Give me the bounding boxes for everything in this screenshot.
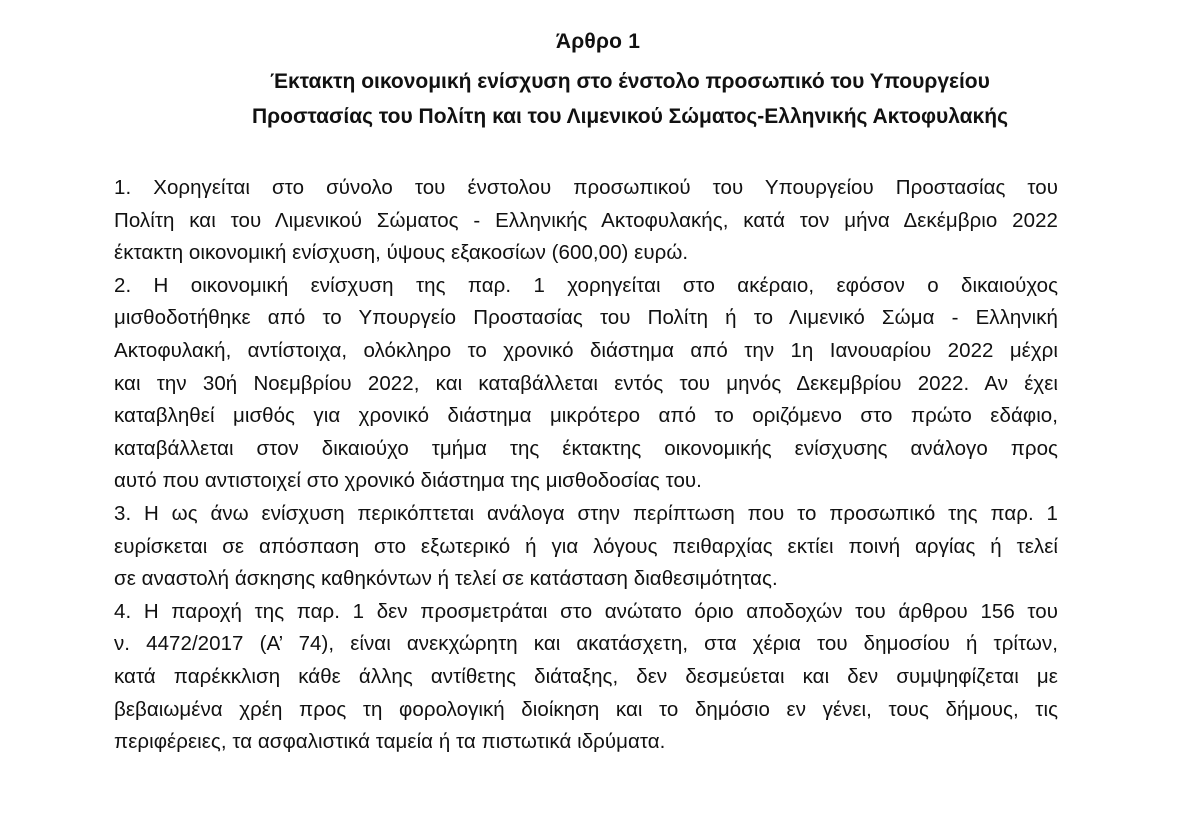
article-body bbox=[114, 172, 1058, 759]
text-line: Πολίτη και του Λιμενικού Σώματος - Ελληνικής Ακτοφυλακής, κατά τον μήνα Δεκέμβριο 2022 bbox=[114, 208, 1058, 232]
paragraph-2 bbox=[114, 270, 1058, 498]
paragraph-3 bbox=[114, 498, 1058, 596]
text-line: σε αναστολή άσκησης καθηκόντων ή τελεί σε κατάσταση διαθεσιμότητας. bbox=[114, 567, 778, 591]
text-line: καταβάλλεται στον δικαιούχο τμήμα της έκτακτης οικονομικής ενίσχυσης ανάλογο προς bbox=[114, 436, 1058, 460]
text-line: Ακτοφυλακή, αντίστοιχα, ολόκληρο το χρονικό διάστημα από την 1η Ιανουαρίου 2022 μέχρι bbox=[114, 338, 1058, 362]
paragraph-4 bbox=[114, 596, 1058, 759]
text-line: έκτακτη οικονομική ενίσχυση, ύψους εξακοσίων (600,00) ευρώ. bbox=[114, 241, 689, 265]
text-line: καταβληθεί μισθός για χρονικό διάστημα μικρότερο από το οριζόμενο στο πρώτο εδάφιο, bbox=[114, 404, 1058, 428]
text-line: 1. Χορηγείται στο σύνολο του ένστολου προσωπικού του Υπουργείου Προστασίας του bbox=[114, 176, 1058, 199]
article-title bbox=[150, 64, 1110, 134]
article-title-line: Προστασίας του Πολίτη και του Λιμενικού Σώματος-Ελληνικής Ακτοφυλακής bbox=[251, 105, 1009, 128]
text-line: μισθοδοτήθηκε από το Υπουργείο Προστασίας του Πολίτη ή το Λιμενικό Σώμα - Ελληνική bbox=[114, 306, 1058, 330]
text-line: αυτό που αντιστοιχεί στο χρονικό διάστημα της μισθοδοσίας του. bbox=[114, 469, 702, 493]
text-line: και την 30ή Νοεμβρίου 2022, και καταβάλλεται εντός του μηνός Δεκεμβρίου 2022. Αν έχει bbox=[114, 371, 1058, 395]
text-line: 3. Η ως άνω ενίσχυση περικόπτεται ανάλογα στην περίπτωση που το προσωπικό της παρ. 1 bbox=[114, 501, 1058, 525]
text-line: κατά παρέκκλιση κάθε άλλης αντίθετης διάταξης, δεν δεσμεύεται και δεν συμψηφίζεται με bbox=[114, 664, 1058, 688]
text-line: 4. Η παροχή της παρ. 1 δεν προσμετράται στο ανώτατο όριο αποδοχών του άρθρου 156 του bbox=[114, 599, 1058, 623]
text-line: ευρίσκεται σε απόσπαση στο εξωτερικό ή για λόγους πειθαρχίας εκτίει ποινή αργίας ή τελεί bbox=[114, 534, 1058, 558]
text-line: περιφέρειες, τα ασφαλιστικά ταμεία ή τα πιστωτικά ιδρύματα. bbox=[114, 730, 666, 754]
text-line: βεβαιωμένα χρέη προς τη φορολογική διοίκηση και το δημόσιο εν γένει, τους δήμους, τις bbox=[114, 697, 1058, 721]
article-number: Άρθρο 1 bbox=[555, 30, 641, 53]
text-line: ν. 4472/2017 (Α’ 74), είναι ανεκχώρητη και ακατάσχετη, στα χέρια του δημοσίου ή τρίτων, bbox=[114, 632, 1058, 656]
text-line: 2. Η οικονομική ενίσχυση της παρ. 1 χορηγείται στο ακέραιο, εφόσον ο δικαιούχος bbox=[114, 273, 1058, 297]
paragraph-1 bbox=[114, 172, 1058, 270]
article-title-line: Έκτακτη οικονομική ενίσχυση στο ένστολο προσωπικό του Υπουργείου bbox=[270, 70, 990, 93]
